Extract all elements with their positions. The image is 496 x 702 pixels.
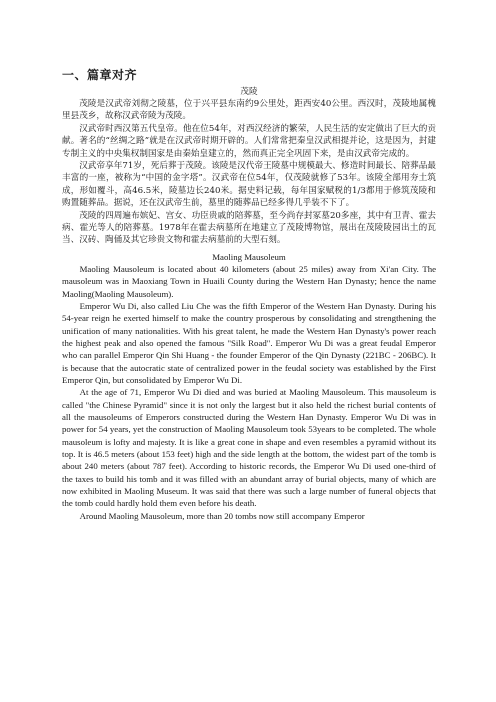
chinese-paragraph: 茂陵的四周遍布嫔妃、宫女、功臣贵戚的陪葬墓，至今尚存封冢墓20多座，其中有卫青、霍去病、霍光等人的陪葬墓。1978年在霍去病墓所在地建立了茂陵博物馆，展出在茂陵陵园出土的瓦当、汉砖、陶俑及其它珍贵文物和霍去病墓前的大型石刻。 — [62, 210, 436, 246]
english-title: Maoling Mausoleum — [212, 251, 286, 262]
english-paragraph: Maoling Mausoleum is located about 40 kilometers (about 25 miles) away from Xi'an City. The mausoleum was in Maoxiang Town in Huaili County during the Western Han Dynasty; hence the name Maoling(Maoling Mausoleum). — [62, 263, 436, 299]
chinese-paragraph: 汉武帝享年71岁，死后葬于茂陵。该陵是汉代帝王陵墓中规模最大、修造时间最长、陪葬品最丰富的一座，被称为“中国的金字塔”。汉武帝在位54年，仅茂陵就修了53年。该陵全部用夯土筑成，形如覆斗，高46.5米，陵墓边长240米。据史料记载，每年国家赋税的1/3都用于修筑茂陵和购置随葬品。据说，还在汉武帝生前，墓里的随葬品已经多得几乎装不下了。 — [62, 161, 436, 209]
chinese-title: 茂陵 — [240, 87, 258, 97]
english-paragraph: Emperor Wu Di, also called Liu Che was the fifth Emperor of the Western Han Dynasty. During his 54-year reign he exerted himself to make the country prosperous by consolidating and strengthening the unification of many nationalities. With his great talent, he made the Western Han Dynasty's power reach the highest peak and also opened the famous "Silk Road". Emperor Wu Di was a great feudal Emperor who can parallel Emperor Qin Shi Huang - the founder Emperor of the Qin Dynasty (221BC - 206BC). It is because that the autocratic state of centralized power in the feudal society was established by the First Emperor Qin, but consolidated by Emperor Wu Di. — [62, 300, 436, 385]
english-paragraph: At the age of 71, Emperor Wu Di died and was buried at Maoling Mausoleum. This mausoleum is called "the Chinese Pyramid" since it is not only the largest but it also held the richest burial contents of all the mausoleums of Emperors constructed during the Western Han Dynasty. Emperor Wu Di was in power for 54 years, yet the construction of Maoling Mausoleum took 53years to be completed. The whole mausoleum is lofty and majesty. It is like a great cone in shape and even resembles a pyramid without its top. It is 46.5 meters (about 153 feet) high and the side length at the bottom, the widest part of the tomb is about 240 meters (about 787 feet). According to historic records, the Emperor Wu Di used one-third of the taxes to build his tomb and it was filled with an abundant array of burial objects, many of which are now exhibited in Maoling Museum. It was said that there was such a large number of funeral objects that the tomb could hardly hold them even before his death. — [62, 387, 436, 509]
chinese-paragraph: 汉武帝时西汉第五代皇帝。他在位54年，对西汉经济的繁荣，人民生活的安定做出了巨大的贡献。著名的“丝绸之路”就是在汉武帝时期开辟的。人们常常把秦皇汉武相提并论，这是因为，封建专制主义的中央集权制国家是由秦始皇建立的，然而真正完全巩固下来，是由汉武帝完成的。 — [62, 123, 436, 159]
chinese-paragraph: 茂陵是汉武帝刘彻之陵墓，位于兴平县东南约9公里处，距西安40公里。西汉时，茂陵地属槐里县茂乡，故称汉武帝陵为茂陵。 — [62, 99, 436, 122]
chinese-section — [62, 86, 436, 522]
english-paragraph: Around Maoling Mausoleum, more than 20 tombs now still accompany Emperor — [79, 510, 365, 521]
section-heading: 一、篇章对齐 — [62, 68, 138, 82]
